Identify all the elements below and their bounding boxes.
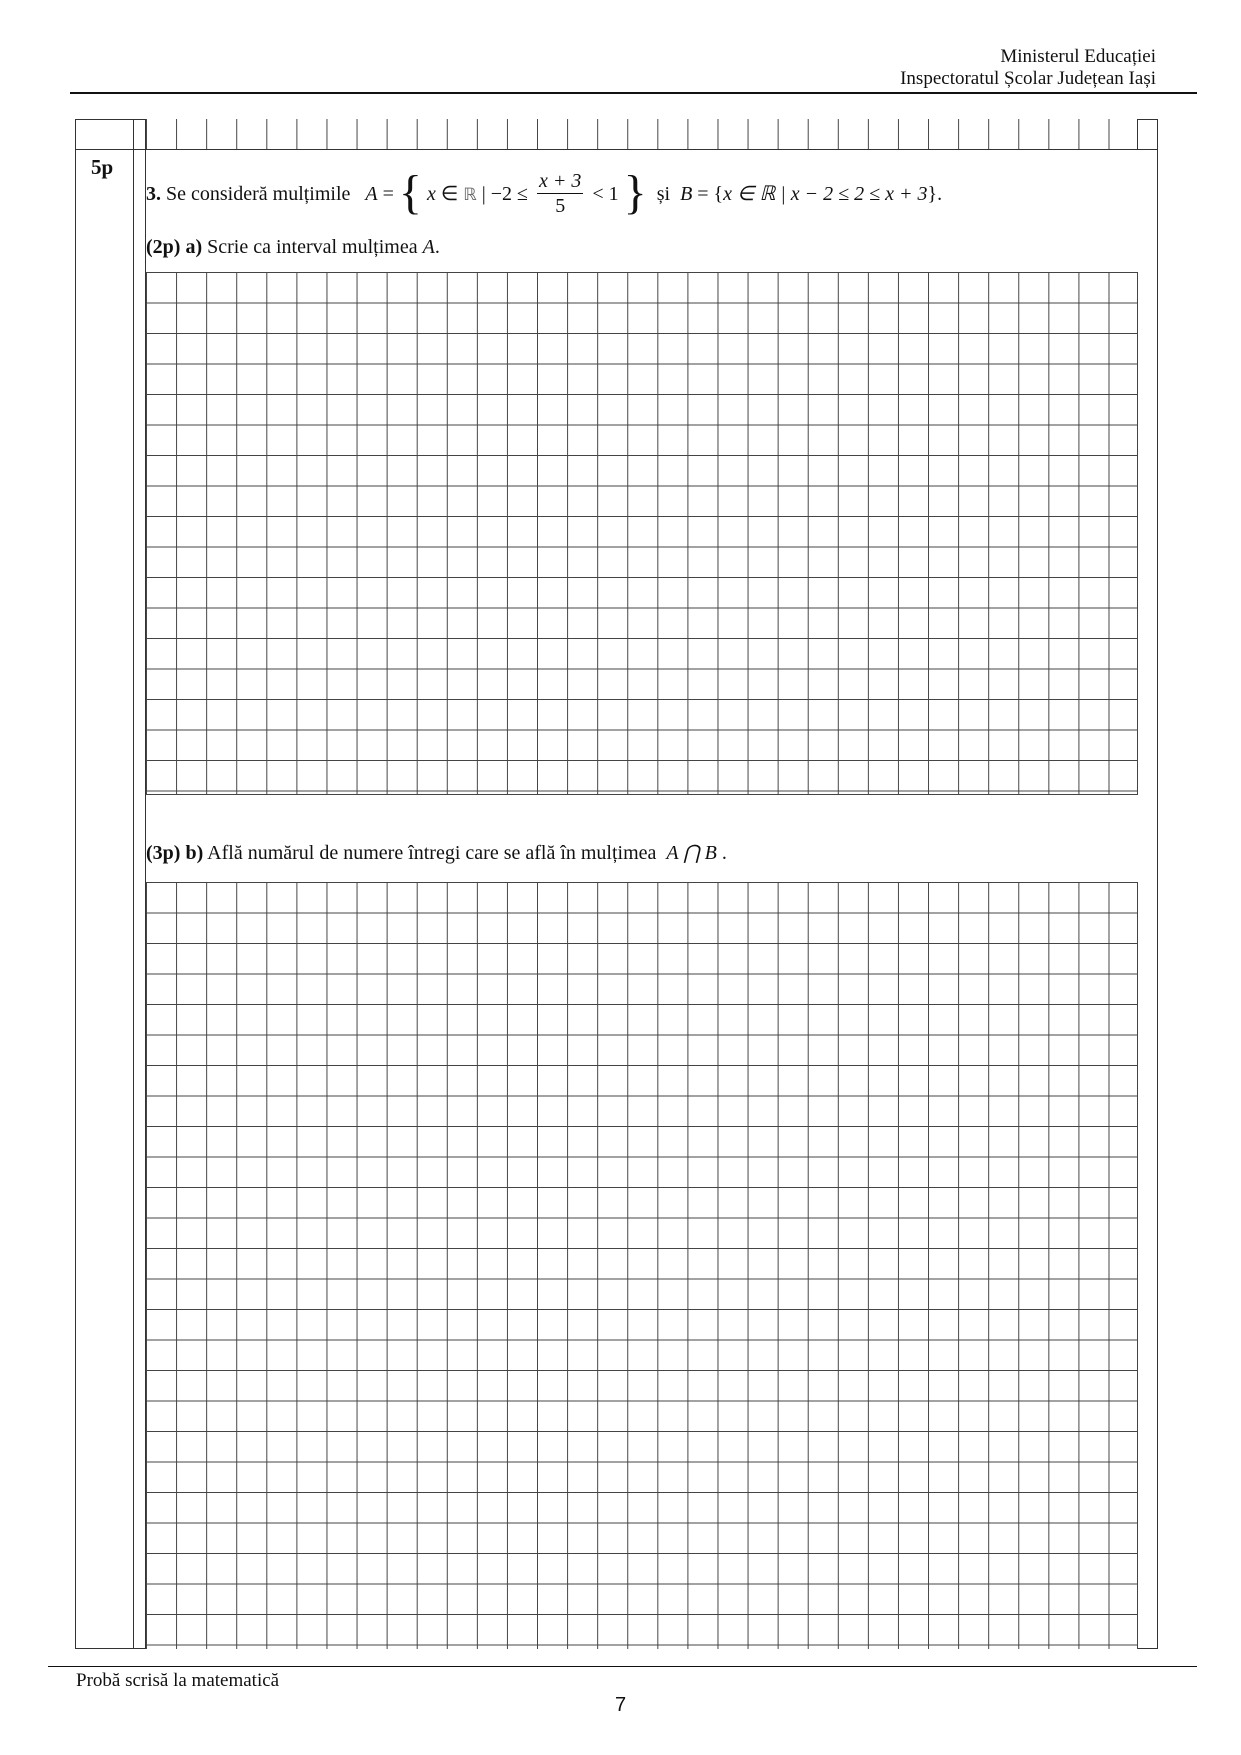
- page-number: 7: [614, 1694, 627, 1716]
- left-brace-icon: {: [398, 166, 422, 219]
- part-a-end: .: [434, 236, 440, 258]
- set-b-condition: x ∈ ℝ | x − 2 ≤ 2 ≤ x + 3: [723, 183, 928, 206]
- header-divider: [70, 92, 1197, 94]
- set-a-fraction: [537, 169, 583, 218]
- answer-grid-a[interactable]: [146, 272, 1138, 795]
- right-column-divider: [1137, 119, 1138, 149]
- part-b-letter: b): [185, 842, 204, 864]
- part-a-text: Scrie ca interval mulțimea: [207, 236, 418, 258]
- set-b-name: B: [680, 183, 693, 206]
- right-brace-icon: }: [623, 166, 647, 219]
- set-a-upper: < 1: [592, 183, 619, 206]
- points-column-divider: [133, 119, 134, 1649]
- top-grid-strip: [146, 119, 1138, 149]
- part-a-statement: [146, 236, 440, 259]
- header-ministry: Ministerul Educației: [1000, 46, 1156, 67]
- header-inspectorate: Inspectoratul Școlar Județean Iași: [900, 68, 1156, 89]
- part-a-var: A: [422, 236, 435, 258]
- conjunction: și: [656, 183, 671, 206]
- fraction-numerator: x + 3: [539, 170, 582, 192]
- problem-statement: 3. Se consideră mulțimile A = { x ∈ ℝ | −2 ≤ $\frac{x + 3}{5}$ < 1 } și B = {x ∈ ℝ | x − 2 ≤ 2 ≤ x + 3}.: [146, 166, 943, 219]
- top-row-divider: [75, 149, 1158, 150]
- answer-grid-b[interactable]: [146, 882, 1138, 1649]
- fraction-denominator: 5: [555, 195, 566, 217]
- part-a-letter: a): [185, 236, 203, 258]
- header-institution: [900, 46, 1156, 90]
- footer-divider: [48, 1666, 1197, 1667]
- set-a-lower: −2 ≤: [490, 183, 529, 206]
- footer-subject: Probă scrisă la matematică: [76, 1670, 280, 1691]
- part-b-statement: [146, 840, 727, 865]
- set-a-name: A: [365, 183, 378, 206]
- set-a-var: x: [426, 183, 436, 206]
- problem-points: 5p: [91, 155, 114, 179]
- set-a-domain: ℝ: [463, 185, 477, 206]
- part-a-points: (2p): [146, 236, 181, 258]
- problem-number: 3.: [146, 183, 161, 206]
- part-b-text: Află numărul de numere întregi care se află în mulțimea: [207, 842, 657, 864]
- problem-intro: Se consideră mulțimile: [166, 183, 351, 206]
- part-b-points: (3p): [146, 842, 181, 864]
- part-b-expr: A ⋂ B: [666, 842, 717, 864]
- part-b-end: .: [721, 842, 727, 864]
